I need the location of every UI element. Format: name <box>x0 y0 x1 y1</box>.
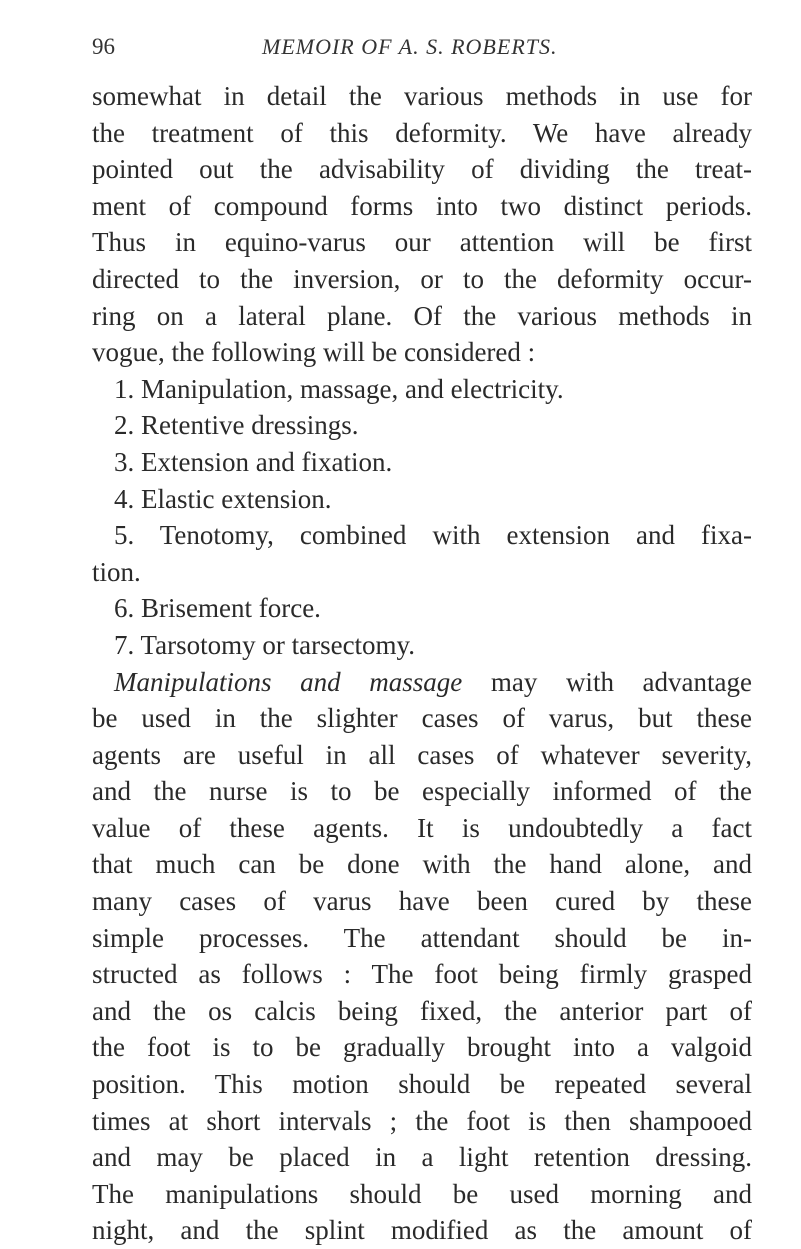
text-line: tion. <box>92 556 141 587</box>
body-text <box>92 78 752 1249</box>
text-line <box>92 664 752 701</box>
text-line: simple processes. The attendant should be in- <box>92 922 752 953</box>
text-line: directed to the inversion, or to the deformity occur- <box>92 263 752 294</box>
text-line: be used in the slighter cases of varus, but these <box>92 703 752 734</box>
running-head: MEMOIR OF A. S. ROBERTS. <box>262 34 558 59</box>
text-line: night, and the splint modified as the amount of <box>92 1215 752 1246</box>
page-number: 96 <box>92 34 115 59</box>
page-header <box>92 30 752 60</box>
text-line: position. This motion should be repeated several <box>92 1069 752 1100</box>
text-line: many cases of varus have been cured by these <box>92 886 752 917</box>
list-item: 2. Retentive dressings. <box>114 410 359 441</box>
text-span: may with advantage <box>462 666 752 697</box>
text-line: the treatment of this deformity. We have already <box>92 117 752 148</box>
text-line: vogue, the following will be considered : <box>92 337 536 368</box>
list-item: 4. Elastic extension. <box>114 483 332 514</box>
italic-phrase: Manipulations and massage <box>114 666 463 697</box>
text-line: and the nurse is to be especially informed of the <box>92 776 752 807</box>
list-item: 3. Extension and fixation. <box>114 446 393 477</box>
text-line: The manipulations should be used morning and <box>92 1178 752 1209</box>
list-item: 7. Tarsotomy or tarsectomy. <box>114 629 416 660</box>
text-line: ring on a lateral plane. Of the various methods in <box>92 300 752 331</box>
text-line: and the os calcis being fixed, the anterior part of <box>92 995 752 1026</box>
text-line: that much can be done with the hand alone, and <box>92 849 752 880</box>
text-line: the foot is to be gradually brought into a valgoid <box>92 1032 752 1063</box>
text-line: somewhat in detail the various methods in use for <box>92 81 752 111</box>
list-item: 5. Tenotomy, combined with extension and fixa- <box>114 520 752 551</box>
list-item: 6. Brisement force. <box>114 593 321 624</box>
text-line: agents are useful in all cases of whatever severity, <box>92 739 752 770</box>
text-line: value of these agents. It is undoubtedly a fact <box>92 812 752 843</box>
list-item: 1. Manipulation, massage, and electricity. <box>114 373 564 404</box>
text-line: pointed out the advisability of dividing the treat- <box>92 154 752 185</box>
text-line: and may be placed in a light retention dressing. <box>92 1142 752 1173</box>
text-line: Thus in equino-varus our attention will be first <box>92 227 752 258</box>
text-line: ment of compound forms into two distinct periods. <box>92 190 752 221</box>
text-line: times at short intervals ; the foot is then shampooed <box>92 1105 752 1136</box>
text-line: structed as follows : The foot being firmly grasped <box>92 959 752 990</box>
